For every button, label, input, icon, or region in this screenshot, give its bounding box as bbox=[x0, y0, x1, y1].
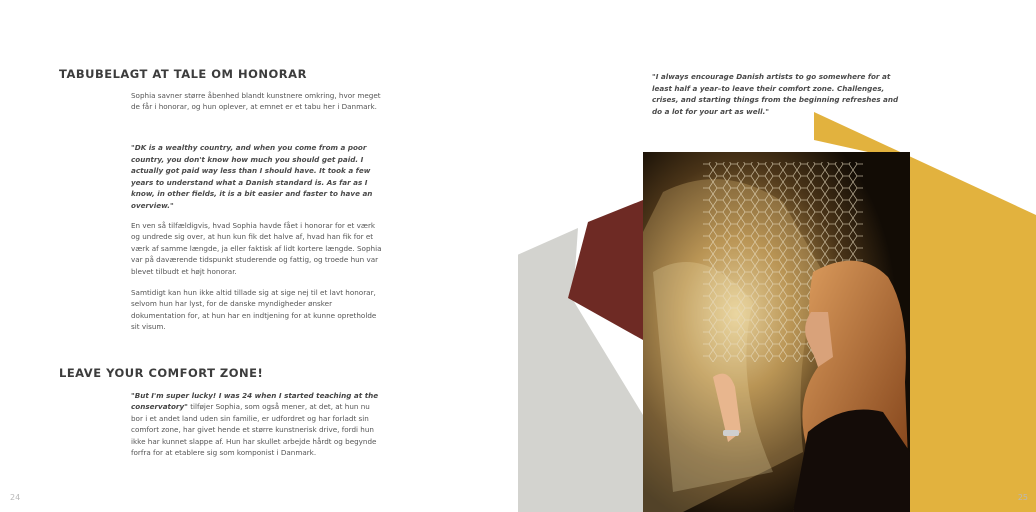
inline-quote-lucky: "But I'm super lucky! I was 24 when I started teaching at the conservatory" bbox=[131, 391, 379, 412]
paragraph-friend: En ven så tilfældigvis, hvad Sophia havde fået i honorar for et værk og undrede sig over, at hun kun fik det halve af, hvad han fik for et værk af samme længde, ja eller faktisk af lidt kortere længde. Sophia var på daværende tidspunkt studerende og fattig, og troede hun var blevet tilbudt et højt honorar. bbox=[131, 221, 382, 276]
section-heading-honorar: TABUBELAGT AT TALE OM HONORAR bbox=[59, 67, 307, 81]
paragraph-intro: Sophia savner større åbenhed blandt kunstnere omkring, hvor meget de får i honorar, og hun oplever, at emnet er et tabu her i Danmark. bbox=[131, 91, 381, 112]
paragraph-visa: Samtidigt kan hun ikke altid tillade sig at sige nej til et lavt honorar, selvom hun har lyst, for de danske myndigheder ønsker dokumentation for, at hun har en indtjening for at kunne opretholde sit visum. bbox=[131, 288, 377, 332]
right-page bbox=[518, 0, 1036, 512]
quote-wealthy-country: "DK is a wealthy country, and when you come from a poor country, you don't know how much you should get paid. I actually got paid way less than I should have. It took a few years to understand what a Danish standard is. As far as I know, in other fields, it is a bit easier and faster to have an overview." bbox=[131, 143, 373, 210]
section-heading-comfort-zone: LEAVE YOUR COMFORT ZONE! bbox=[59, 366, 264, 380]
pull-quote: "I always encourage Danish artists to go somewhere for at least half a year–to leave their comfort zone. Challenges, crises, and starting things from the beginning refreshes and do a lot for your art as well." bbox=[652, 72, 899, 116]
page-number-left: 24 bbox=[10, 493, 21, 502]
paragraph-conservatory bbox=[131, 390, 383, 458]
photo-illustration bbox=[643, 152, 910, 512]
portrait-photo bbox=[643, 152, 910, 512]
page-number-right: 25 bbox=[1017, 493, 1028, 502]
paragraph-conservatory-text: tilføjer Sophia, som også mener, at det, at hun nu bor i et andet land uden sin familie, er udfordret og har forladt sin comfort zone, har givet hende et større kunstnerisk drive, fordi hun ikke har kunnet slappe af. Hun har skullet arbejde hårdt og begynde forfra for at etablere sig som komponist i Danmark. bbox=[131, 402, 377, 458]
